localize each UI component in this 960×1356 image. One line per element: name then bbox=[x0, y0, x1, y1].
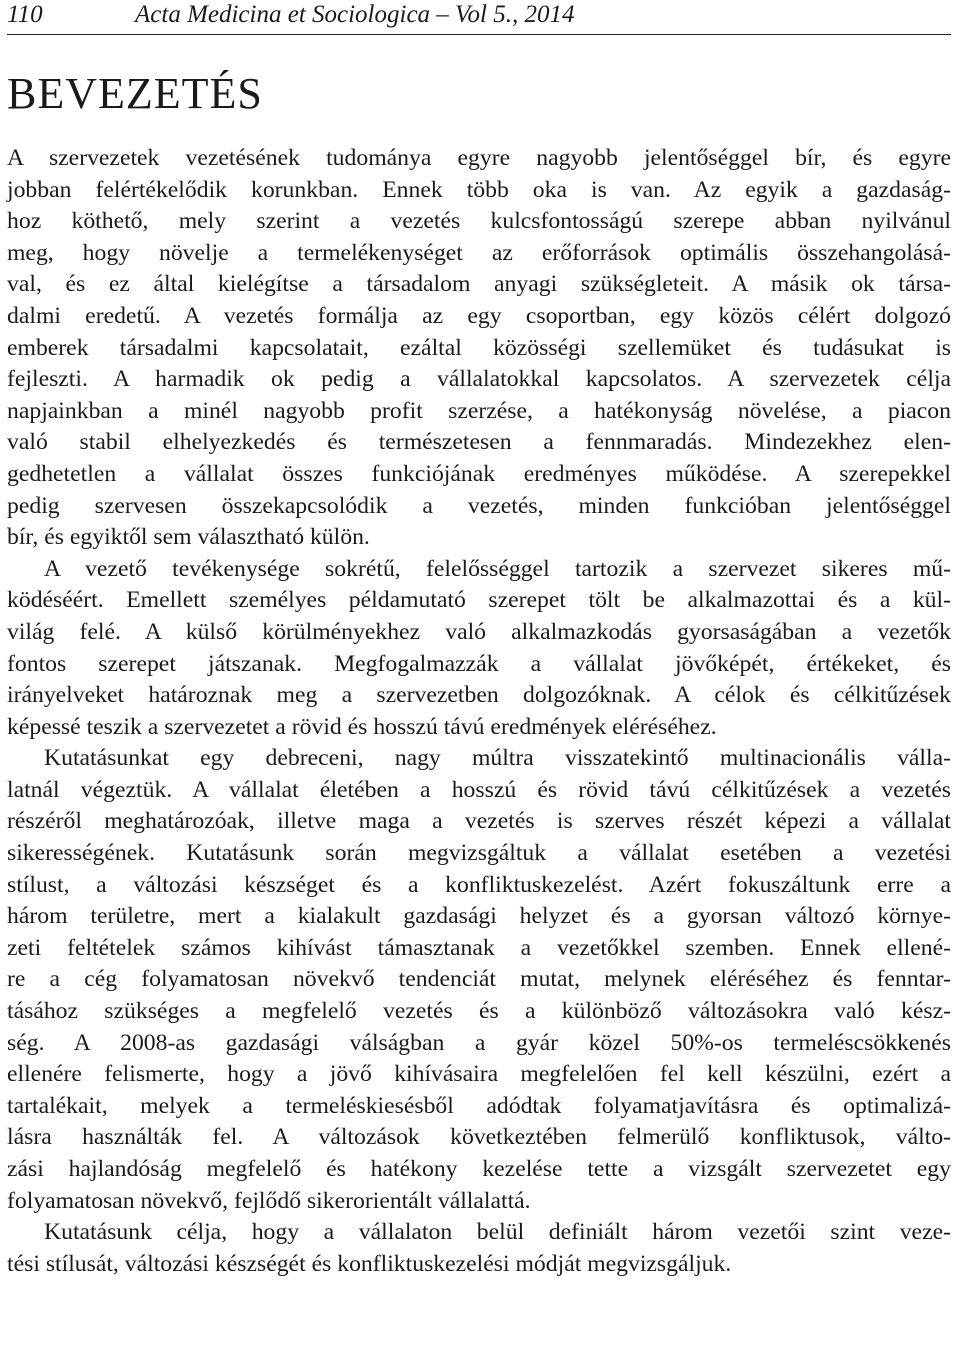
paragraph bbox=[7, 554, 951, 744]
text-line: stílust, a változási készséget és a konfliktuskezelést. Azért fokuszáltunk erre a bbox=[7, 871, 951, 898]
text-line: képessé teszik a szervezetet a rövid és hosszú távú eredmények eléréséhez. bbox=[7, 713, 717, 740]
journal-title: Acta Medicina et Sociologica – Vol 5., 2014 bbox=[135, 1, 575, 28]
text-line: latnál végeztük. A vállalat életében a hosszú és rövid távú célkitűzések a vezetés bbox=[7, 776, 951, 803]
text-line: dalmi eredetű. A vezetés formálja az egy csoportban, egy közös célért dolgozó bbox=[7, 302, 951, 329]
text-line: lásra használták fel. A változások következtében felmerülő konfliktusok, válto- bbox=[7, 1124, 951, 1151]
section-heading: BEVEZETÉS bbox=[7, 69, 263, 118]
body-text bbox=[7, 143, 951, 1280]
text-line: zási hajlandóság megfelelő és hatékony kezelése tette a vizsgált szervezetet egy bbox=[7, 1156, 951, 1182]
text-line: fejleszti. A harmadik ok pedig a vállalatokkal kapcsolatos. A szervezetek célja bbox=[7, 366, 951, 393]
text-line: Kutatásunkat egy debreceni, nagy múltra visszatekintő multinacionális válla- bbox=[44, 745, 951, 772]
text-line: pedig szervesen összekapcsolódik a vezetés, minden funkcióban jelentőséggel bbox=[7, 492, 951, 519]
text-line: való stabil elhelyezkedés és természetesen a fennmaradás. Mindezekhez elen- bbox=[7, 429, 951, 456]
page-number: 110 bbox=[7, 1, 43, 28]
paragraph bbox=[7, 1217, 951, 1280]
text-line: re a cég folyamatosan növekvő tendenciát mutat, melynek eléréséhez és fenntar- bbox=[7, 966, 951, 993]
text-line: ellenére felismerte, hogy a jövő kihívásaira megfelelően fel kell készülni, ezért a bbox=[7, 1061, 951, 1088]
text-line: tési stílusát, változási készségét és konfliktuskezelési módját megvizsgáljuk. bbox=[7, 1250, 732, 1277]
text-line: jobban felértékelődik korunkban. Ennek több oka is van. Az egyik a gazdaság- bbox=[7, 176, 951, 203]
paragraph bbox=[7, 743, 951, 1217]
text-line: ség. A 2008-as gazdasági válságban a gyár közel 50%-os termeléscsökkenés bbox=[7, 1029, 951, 1056]
text-line: meg, hogy növelje a termelékenységet az erőforrások optimális összehangolásá- bbox=[7, 239, 951, 266]
text-line: sikerességének. Kutatásunk során megvizsgáltuk a vállalat esetében a vezetési bbox=[7, 840, 951, 867]
document-page bbox=[7, 0, 951, 1280]
text-line: ködéséért. Emellett személyes példamutató szerepet tölt be alkalmazottai és a kül- bbox=[7, 587, 951, 614]
text-line: folyamatosan növekvő, fejlődő sikerorientált vállalattá. bbox=[7, 1187, 531, 1214]
text-line: Kutatásunk célja, hogy a vállalaton belül definiált három vezetői szint veze- bbox=[44, 1219, 951, 1246]
text-line: A szervezetek vezetésének tudománya egyre nagyobb jelentőséggel bír, és egyre bbox=[7, 145, 951, 171]
text-line: napjainkban a minél nagyobb profit szerzése, a hatékonyság növelése, a piacon bbox=[7, 397, 951, 424]
text-line: A vezető tevékenysége sokrétű, felelősséggel tartozik a szervezet sikeres mű- bbox=[44, 555, 951, 582]
text-line: hoz köthető, mely szerint a vezetés kulcsfontosságú szerepe abban nyilvánul bbox=[7, 208, 951, 235]
text-line: világ felé. A külső körülményekhez való alkalmazkodás gyorsaságában a vezetők bbox=[7, 618, 951, 645]
text-line: zeti feltételek számos kihívást támasztanak a vezetőkkel szemben. Ennek ellené- bbox=[7, 934, 951, 961]
text-line: irányelveket határoznak meg a szervezetben dolgozóknak. A célok és célkitűzések bbox=[7, 682, 951, 709]
paragraph bbox=[7, 143, 951, 554]
running-header bbox=[7, 0, 951, 35]
text-line: emberek társadalmi kapcsolatait, ezáltal közösségi szellemüket és tudásukat is bbox=[7, 334, 951, 361]
text-line: részéről meghatározóak, illetve maga a vezetés is szerves részét képezi a vállalat bbox=[7, 808, 951, 835]
text-line: bír, és egyiktől sem választható külön. bbox=[7, 524, 370, 551]
text-line: gedhetetlen a vállalat összes funkciójának eredményes működése. A szerepekkel bbox=[7, 460, 951, 487]
text-line: tartalékait, melyek a termeléskiesésből adódtak folyamatjavításra és optimalizá- bbox=[7, 1092, 951, 1119]
text-line: tásához szükséges a megfelelő vezetés és a különböző változásokra való kész- bbox=[7, 998, 951, 1025]
text-line: három területre, mert a kialakult gazdasági helyzet és a gyorsan változó környe- bbox=[7, 903, 951, 930]
text-line: fontos szerepet játszanak. Megfogalmazzák a vállalat jövőképét, értékeket, és bbox=[7, 650, 951, 677]
text-line: val, és ez által kielégítse a társadalom anyagi szükségleteit. A másik ok társa- bbox=[7, 271, 951, 298]
